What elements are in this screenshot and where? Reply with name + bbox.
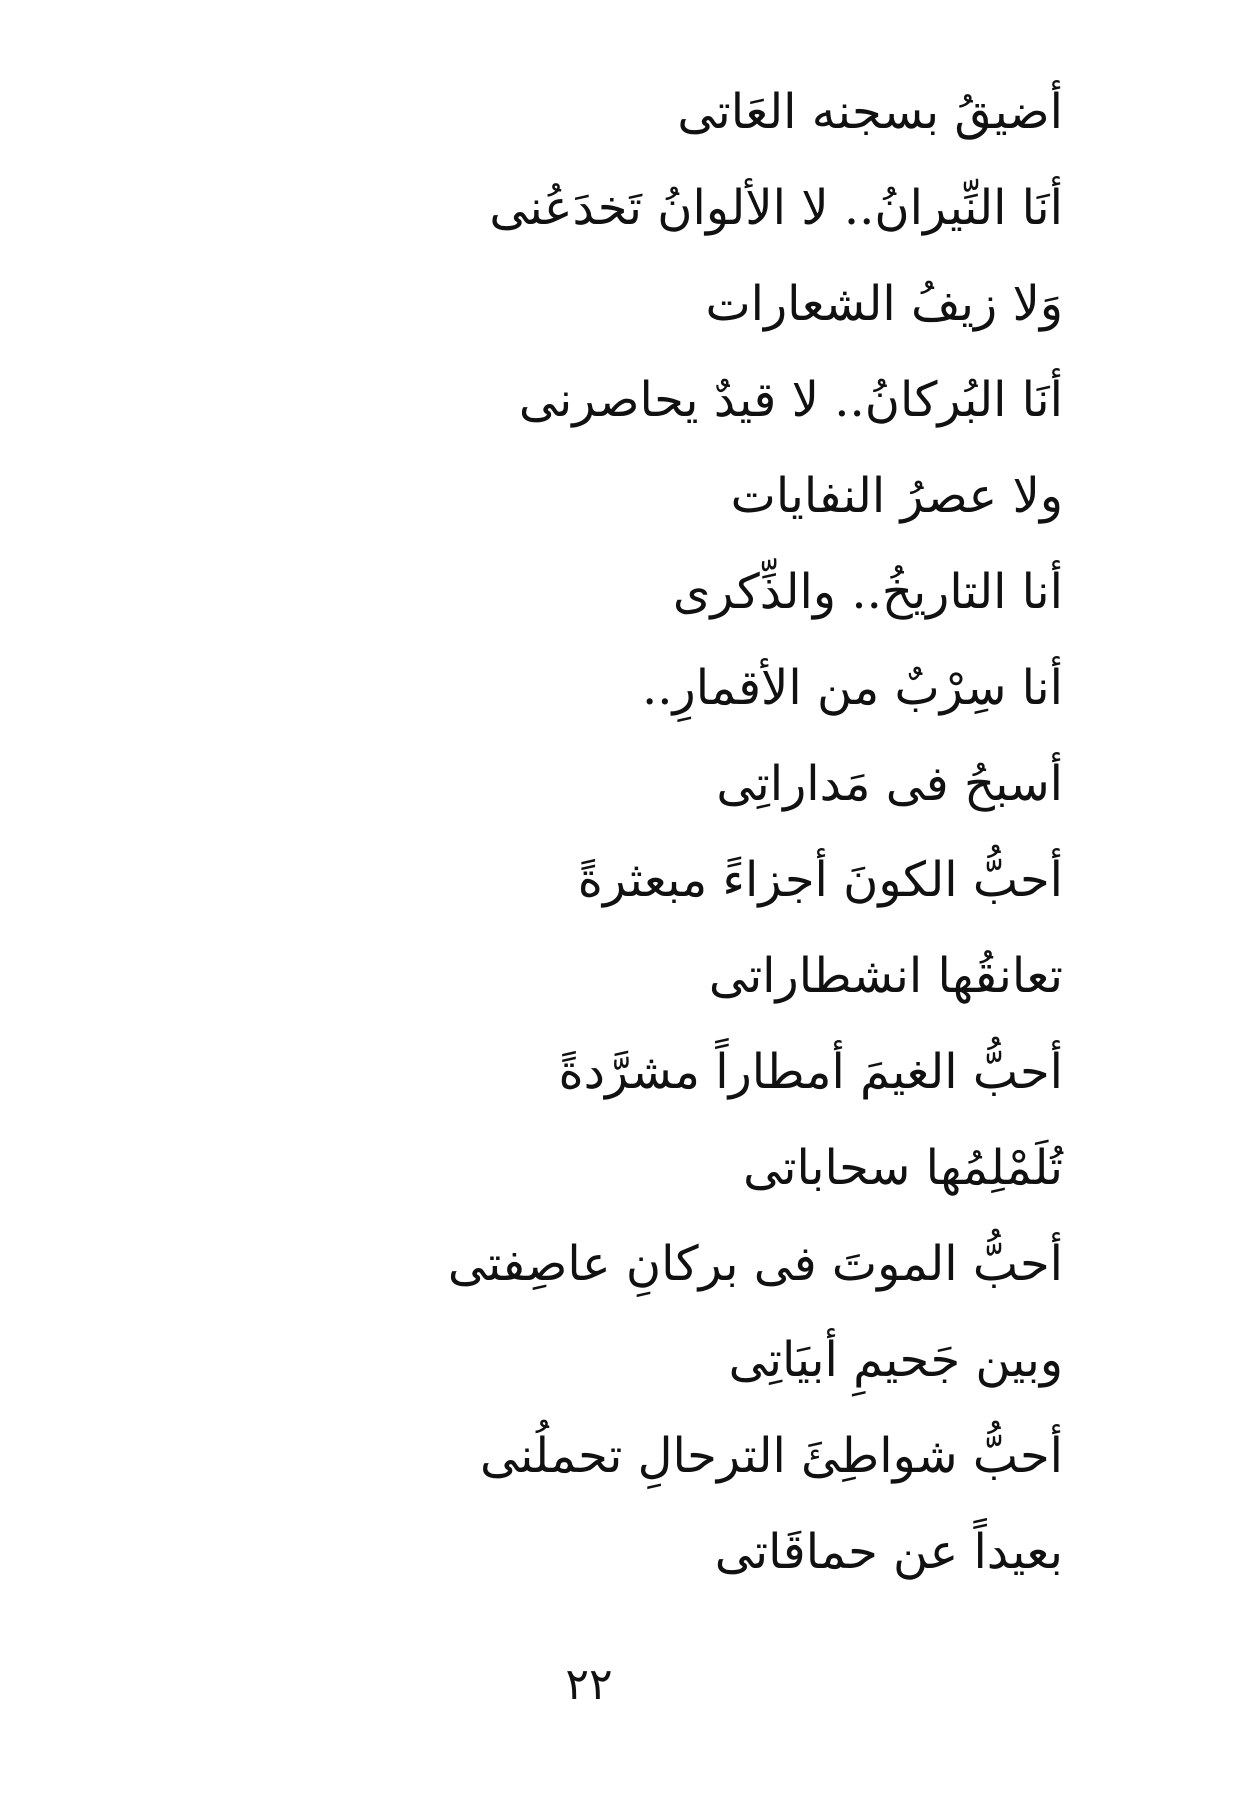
verse-line: وَلا زيفُ الشعارات [705, 276, 1063, 332]
verse-line: أنَا النِّيرانُ.. لا الألوانُ تَخدَعُنى [489, 180, 1063, 236]
verse-line: أنَا البُركانُ.. لا قيدٌ يحاصرنى [518, 372, 1063, 428]
verse-line: أنا سِرْبٌ من الأقمارِ.. [642, 660, 1063, 716]
verse-line: أضيقُ بسجنه العَاتى [677, 84, 1063, 140]
verse-line: أحبُّ شواطِئَ الترحالِ تحملُنى [479, 1428, 1063, 1484]
verse-line: تعانقُها انشطاراتى [708, 948, 1063, 1004]
verse-line: أنا التاريخُ.. والذِّكرى [672, 564, 1063, 620]
verse-line: تُلَمْلِمُها سحاباتى [743, 1140, 1063, 1196]
verse-line: أحبُّ الغيمَ أمطاراً مشرَّدةً [558, 1044, 1063, 1100]
verse-line: ولا عصرُ النفايات [730, 468, 1063, 524]
page-number: ٢٢ [565, 1659, 613, 1710]
poem-text [363, 72, 1063, 1608]
verse-line: وبين جَحيمِ أبيَاتِى [728, 1332, 1063, 1388]
verse-line: أسبحُ فى مَداراتِى [716, 756, 1063, 812]
verse-line: أحبُّ الموتَ فى بركانِ عاصِفتى [447, 1236, 1063, 1292]
verse-line: أحبُّ الكونَ أجزاءً مبعثرةً [577, 852, 1063, 908]
verse-line: بعيداً عن حماقَاتى [714, 1524, 1063, 1580]
